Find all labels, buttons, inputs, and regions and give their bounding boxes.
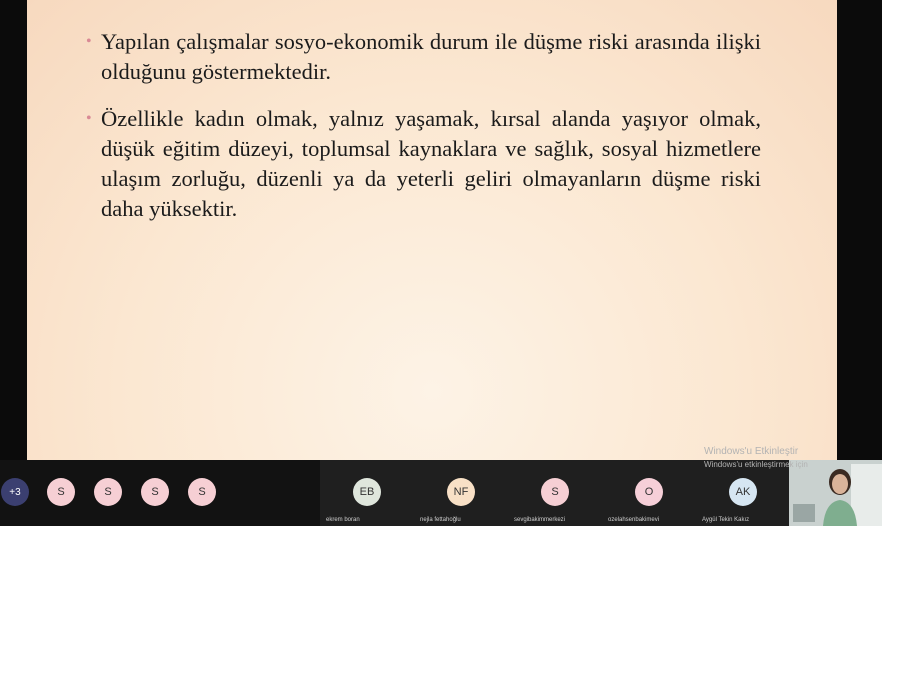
bullet-icon: • [86,110,92,127]
participant-name: sevgibakimmerkezi [514,517,566,523]
participant-name: ekrem boran [326,517,360,523]
avatar: S [541,478,569,506]
watermark-subtitle: Windows'u etkinleştirmek için [704,460,808,469]
participant-avatar[interactable]: S [188,478,216,506]
participant-tile[interactable] [508,460,602,526]
participant-avatar[interactable]: S [94,478,122,506]
participant-avatar[interactable]: S [47,478,75,506]
participant-name: Aygül Tekin Kakız [702,517,750,523]
participant-avatar[interactable]: S [141,478,169,506]
participant-name: nejla fettahoğlu [420,517,461,523]
participant-name: ozelahsenbakimevi [608,517,660,523]
bullet-text: Yapılan çalışmalar sosyo-ekonomik durum ile düşme riski arasında ilişki olduğunu göstermektedir. [101,29,761,84]
slide-bullet [86,27,761,87]
avatar: NF [447,478,475,506]
participant-tile[interactable] [602,460,696,526]
shared-slide [27,0,837,460]
avatar: EB [353,478,381,506]
bullet-text: Özellikle kadın olmak, yalnız yaşamak, kırsal alanda yaşıyor olmak, düşük eğitim düzeyi, toplumsal kaynaklara ve sağlık, sosyal hizmetlere ulaşım zorluğu, düzenli ya da yeterli geliri olmayanların düşme riski daha yüksektir. [101,106,761,221]
more-participants-button[interactable]: +3 [1,478,29,506]
slide-bullet [86,104,761,224]
windows-activation-watermark [704,445,808,471]
avatar: O [635,478,663,506]
avatar: AK [729,478,757,506]
bullet-icon: • [86,33,92,50]
participant-tile[interactable] [320,460,414,526]
participant-tile[interactable] [414,460,508,526]
watermark-title: Windows'u Etkinleştir [704,446,799,457]
